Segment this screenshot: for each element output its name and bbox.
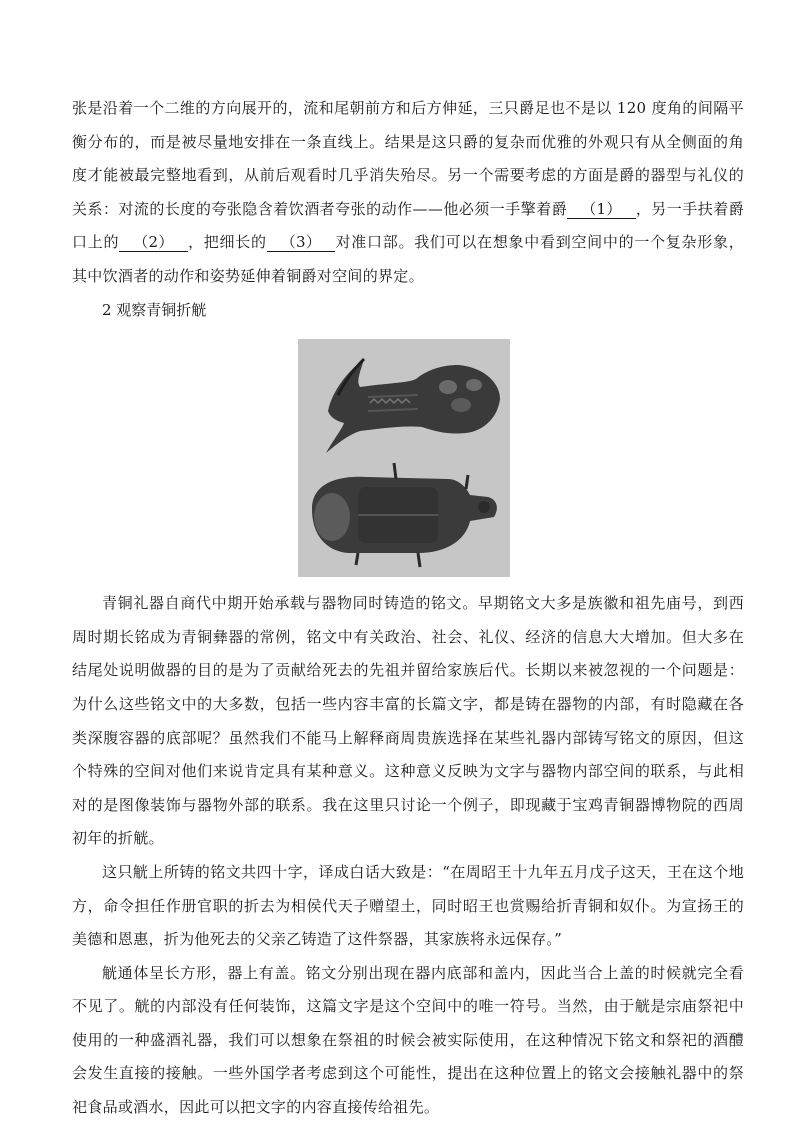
blank-2: （2）	[119, 233, 187, 252]
paragraph-jue-ritual	[72, 92, 744, 294]
section-heading: 2 观察青铜折觥	[102, 300, 207, 319]
paragraph-inscription-translation: 这只觥上所铸的铭文共四十字，译成白话大致是：“在周昭王十九年五月戊子这天，王在这个地方，命令担任作册官职的折去为相侯代天子赠望土，同时昭王也赏赐给折青铜和奴仆。为宣扬王的美德和恩惠，折为他死去的父亲乙铸造了这件祭器，其家族将永远保存。”	[72, 862, 744, 949]
paragraph-text-part3: ，把细长的	[187, 233, 267, 252]
paragraph-gong-description: 觥通体呈长方形，器上有盖。铭文分别出现在器内底部和盖内，因此当合上盖的时候就完全看不见了。觥的内部没有任何装饰，这篇文字是这个空间中的唯一符号。当然，由于觥是宗庙祭祀中使用的一种盛酒礼器，我们可以想象在祭祖的时候会被实际使用，在这种情况下铭文和祭祀的酒醴会发生直接的接触。一些外国学者考虑到这个可能性，提出在这种位置上的铭文会接触礼器中的祭祀食品或酒水，因此可以把文字的内容直接传给祖先。	[72, 963, 744, 1117]
document-page	[72, 92, 744, 1125]
blank-1: （1）	[567, 200, 635, 219]
bronze-zhe-gong-photo	[298, 339, 510, 577]
paragraph-text-part4: 对准口部。我们可以在想象中看到空间中的一个复杂形象，其中饮酒者的动作和姿势延伸着铜爵对空间的界定。	[72, 233, 744, 285]
blank-3: （3）	[267, 233, 335, 252]
paragraph-text-part2: ，另一手扶着爵口上的	[72, 199, 744, 252]
paragraph-inscriptions: 青铜礼器自商代中期开始承载与器物同时铸造的铭文。早期铭文大多是族徽和祖先庙号，到西周时期长铭成为青铜彝器的常例，铭文中有关政治、社会、礼仪、经济的信息大大增加。但大多在结尾处说明做器的目的是为了贡献给死去的先祖并留给家族后代。长期以来被忽视的一个问题是：为什么这些铭文中的大多数，包括一些内容丰富的长篇文字，都是铸在器物的内部，有时隐藏在各类深腹容器的底部呢？虽然我们不能马上解释商周贵族选择在某些礼器内部铸写铭文的原因，但这个特殊的空间对他们来说肯定具有某种意义。这种意义反映为文字与器物内部空间的联系，与此相对的是图像装饰与器物外部的联系。我在这里只讨论一个例子，即现藏于宝鸡青铜器博物院的西周初年的折觥。	[72, 594, 744, 848]
bronze-photo-svg	[298, 339, 510, 577]
paragraph-text-part1: 张是沿着一个二维的方向展开的，流和尾朝前方和后方伸延，三只爵足也不是以 120 度角的间隔平衡分布的，而是被尽量地安排在一条直线上。结果是这只爵的复杂而优雅的外观只有从全侧面的角度才能被最完整地看到，从前后观看时几乎消失殆尽。另一个需要考虑的方面是爵的器型与礼仪的关系：对流的长度的夸张隐含着饮酒者夸张的动作——他必须一手擎着爵	[72, 99, 744, 218]
